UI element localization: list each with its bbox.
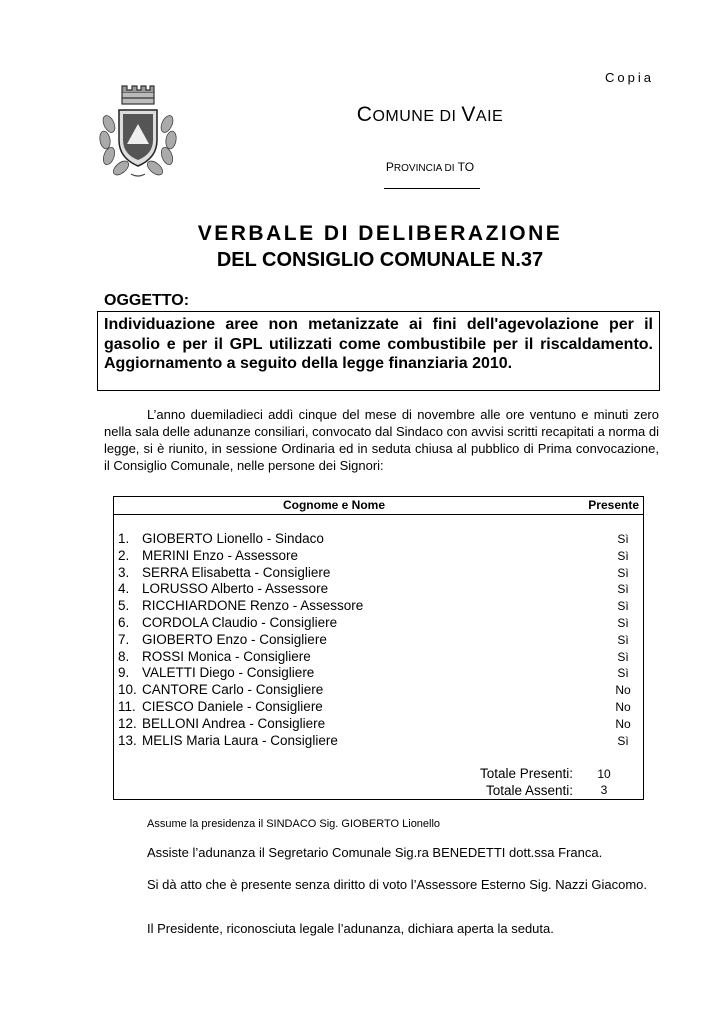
- member-presente: Sì: [617, 666, 629, 681]
- member-number: 7.: [118, 631, 130, 647]
- member-name: RICCHIARDONE Renzo - Assessore: [142, 598, 364, 614]
- member-name: GIOBERTO Lionello - Sindaco: [142, 531, 324, 546]
- column-header-presente: Presente: [588, 498, 639, 512]
- document-title: VERBALE DI DELIBERAZIONE: [197, 222, 563, 245]
- member-presente: No: [615, 683, 631, 698]
- member-row: [118, 548, 638, 565]
- member-presente: Sì: [617, 532, 629, 546]
- oggetto-text-box: Individuazione aree non metanizzate ai fini dell'agevolazione per il gasolio e per il GPL utilizzati come combustibile per il riscaldamento. Aggiornamento a seguito della legge finanziaria 2010.: [97, 311, 660, 391]
- member-number: 1.: [118, 531, 130, 546]
- presidenza-paragraph: Assume la presidenza il SINDACO Sig. GIOBERTO Lionello: [147, 818, 441, 830]
- comune-title: COMUNE DI VAIE: [356, 103, 504, 126]
- totale-presenti-label: Totale Presenti:: [479, 766, 573, 781]
- member-presente: Sì: [617, 599, 629, 614]
- header-divider: [114, 514, 643, 515]
- column-header-name: Cognome e Nome: [282, 498, 385, 512]
- member-number: 10.: [118, 682, 137, 698]
- member-presente: Sì: [617, 565, 629, 580]
- member-presente: Sì: [617, 632, 629, 647]
- member-row: [118, 581, 638, 598]
- member-name: CORDOLA Claudio - Consigliere: [142, 614, 338, 630]
- members-list: [118, 531, 638, 749]
- presidente-paragraph: Il Presidente, riconosciuta legale l’adunanza, dichiara aperta la seduta.: [147, 921, 554, 936]
- member-presente: Sì: [617, 733, 629, 748]
- member-row: [118, 733, 638, 750]
- member-name: MELIS Maria Laura - Consigliere: [142, 732, 338, 748]
- member-number: 11.: [118, 698, 136, 714]
- intro-paragraph: L’anno duemiladieci addì cinque del mese di novembre alle ore ventuno e minuti zero nella sala delle adunanze consiliari, convocato dal Sindaco con avvisi scritti recapitati a norma di legge, si è riunito, in sessione Ordinaria ed in seduta chiusa al pubblico di Prima convocazione, il Consiglio Comunale, nelle persone dei Signori:: [104, 407, 659, 473]
- member-presente: No: [615, 716, 631, 731]
- member-number: 9.: [118, 665, 130, 681]
- member-number: 4.: [118, 581, 130, 597]
- member-name: MERINI Enzo - Assessore: [142, 547, 299, 563]
- assessore-paragraph: Si dà atto che è presente senza diritto di voto l’Assessore Esterno Sig. Nazzi Giacomo.: [147, 877, 648, 892]
- member-name: CANTORE Carlo - Consigliere: [142, 682, 324, 698]
- member-name: CIESCO Daniele - Consigliere: [142, 698, 323, 714]
- member-number: 6.: [118, 614, 130, 630]
- copia-label: Copia: [605, 70, 654, 85]
- member-number: 5.: [118, 598, 130, 614]
- segretario-paragraph: Assiste l’adunanza il Segretario Comunale Sig.ra BENEDETTI dott.ssa Franca.: [147, 845, 603, 860]
- member-presente: No: [615, 699, 631, 714]
- member-number: 8.: [118, 648, 130, 664]
- member-number: 2.: [118, 547, 130, 563]
- member-row: [118, 699, 638, 716]
- totale-assenti-value: 3: [600, 783, 608, 797]
- attendance-table: [113, 496, 644, 800]
- member-number: 3.: [118, 564, 130, 580]
- member-row: [118, 665, 638, 682]
- member-name: ROSSI Monica - Consigliere: [142, 648, 311, 664]
- member-name: GIOBERTO Enzo - Consigliere: [142, 631, 327, 647]
- member-presente: Sì: [617, 649, 629, 664]
- member-name: BELLONI Andrea - Consigliere: [142, 715, 326, 731]
- provincia-line: PROVINCIA DI TO: [385, 160, 475, 174]
- member-row: [118, 615, 638, 632]
- member-name: LORUSSO Alberto - Assessore: [142, 581, 329, 597]
- member-row: [118, 716, 638, 733]
- member-row: [118, 682, 638, 699]
- member-row: [118, 531, 638, 548]
- member-row: [118, 598, 638, 615]
- member-name: VALETTI Diego - Consigliere: [142, 665, 315, 681]
- totale-assenti-label: Totale Assenti:: [485, 783, 573, 798]
- member-presente: Sì: [617, 615, 629, 630]
- member-presente: Sì: [617, 548, 629, 563]
- member-number: 12.: [118, 715, 137, 731]
- comune-crest-emblem: [97, 84, 179, 182]
- member-number: 13.: [118, 732, 137, 748]
- member-row: [118, 565, 638, 582]
- document-subtitle: DEL CONSIGLIO COMUNALE N.37: [216, 249, 544, 271]
- totale-presenti-value: 10: [597, 767, 611, 781]
- oggetto-label: OGGETTO:: [104, 292, 190, 309]
- member-name: SERRA Elisabetta - Consigliere: [142, 564, 331, 580]
- member-presente: Sì: [617, 582, 629, 597]
- member-row: [118, 632, 638, 649]
- member-row: [118, 649, 638, 666]
- provincia-underline: [384, 188, 480, 189]
